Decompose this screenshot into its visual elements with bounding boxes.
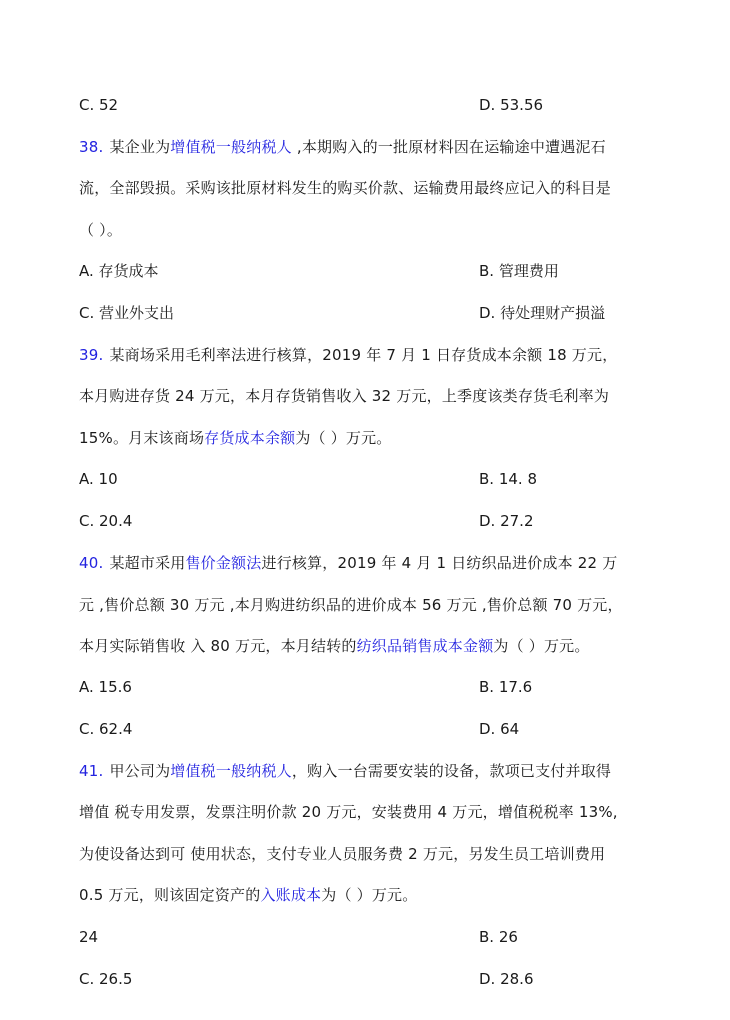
q39-line-1 — [79, 344, 617, 366]
q40-option-c: C. 62.4 — [79, 720, 133, 738]
q41-option-d: D. 28.6 — [479, 970, 534, 988]
q38-link-vat-taxpayer[interactable]: 增值税一般纳税人 — [170, 138, 292, 156]
q40-text: 为（ ）万元。 — [493, 637, 590, 655]
q38-text: 某企业为 — [109, 138, 171, 156]
q39-option-b: B. 14. 8 — [479, 470, 537, 488]
q41-line-4 — [79, 884, 417, 906]
q39-option-d: D. 27.2 — [479, 512, 534, 530]
q39-text: 15%。月末该商场 — [79, 429, 205, 447]
q40-link-textile-cost-of-sales[interactable]: 纺织品销售成本金额 — [356, 637, 494, 655]
q39-option-c: C. 20.4 — [79, 512, 133, 530]
q41-options-row-2 — [79, 968, 639, 990]
q40-option-b: B. 17.6 — [479, 678, 533, 696]
q40-option-d: D. 64 — [479, 720, 520, 738]
q41-line-3: 为使设备达到可 使用状态，支付专业人员服务费 2 万元，另发生员工培训费用 — [79, 845, 606, 863]
q40-options-row-1 — [79, 676, 639, 698]
q41-options-row-1 — [79, 926, 639, 948]
q41-number: 41. — [79, 762, 104, 780]
q39-option-a: A. 10 — [79, 470, 118, 488]
q39-text: 为（ ）万元。 — [295, 429, 392, 447]
q40-line-1 — [79, 552, 617, 574]
q40-text: 进行核算，2019 年 4 月 1 日纺织品进价成本 22 万 — [261, 554, 618, 572]
q39-number: 39. — [79, 346, 104, 364]
q41-option-a: 24 — [79, 928, 99, 946]
q38-options-row-1 — [79, 260, 639, 282]
q41-text: 0.5 万元，则该固定资产的 — [79, 886, 261, 904]
q38-line-3: （ ）。 — [79, 221, 123, 239]
q39-line-3 — [79, 427, 392, 449]
q40-text: 某超市采用 — [109, 554, 186, 572]
q41-text: 甲公司为 — [109, 762, 171, 780]
q41-option-c: C. 26.5 — [79, 970, 133, 988]
q38-number: 38. — [79, 138, 104, 156]
q40-options-row-2 — [79, 718, 639, 740]
q40-line-2: 元 ,售价总额 30 万元 ,本月购进纺织品的进价成本 56 万元 ,售价总额 70 万元， — [79, 596, 623, 614]
q40-line-3 — [79, 635, 590, 657]
q37-option-d: D. 53.56 — [479, 96, 544, 114]
q41-text: ，购入一台需要安装的设备，款项已支付并取得 — [291, 762, 612, 780]
q41-text: 为（ ）万元。 — [321, 886, 418, 904]
q38-line-1 — [79, 136, 606, 158]
q39-line-2: 本月购进存货 24 万元，本月存货销售收入 32 万元，上季度该类存货毛利率为 — [79, 387, 610, 405]
q41-link-vat-taxpayer[interactable]: 增值税一般纳税人 — [170, 762, 292, 780]
q40-option-a: A. 15.6 — [79, 678, 132, 696]
q39-options-row-2 — [79, 510, 639, 532]
q39-options-row-1 — [79, 468, 639, 490]
q37-options-row-1 — [79, 94, 639, 116]
q38-option-d: D. 待处理财产损溢 — [479, 304, 606, 322]
q38-options-row-2 — [79, 302, 639, 324]
q41-line-1 — [79, 760, 611, 782]
q41-line-2: 增值 税专用发票，发票注明价款 20 万元，安装费用 4 万元，增值税税率 13%, — [79, 803, 618, 821]
q38-option-c: C. 营业外支出 — [79, 304, 175, 322]
q39-link-inventory-cost-balance[interactable]: 存货成本余额 — [204, 429, 296, 447]
q37-option-c: C. 52 — [79, 96, 119, 114]
q38-text: ,本期购入的一批原材料因在运输途中遭遇泥石 — [291, 138, 606, 156]
q40-number: 40. — [79, 554, 104, 572]
q38-line-2: 流，全部毁损。采购该批原材料发生的购买价款、运输费用最终应记入的科目是 — [79, 179, 612, 197]
q38-option-b: B. 管理费用 — [479, 262, 559, 280]
q40-text: 本月实际销售收 入 80 万元，本月结转的 — [79, 637, 357, 655]
q40-link-retail-price-method[interactable]: 售价金额法 — [185, 554, 262, 572]
q38-option-a: A. 存货成本 — [79, 262, 159, 280]
q39-text: 某商场采用毛利率法进行核算，2019 年 7 月 1 日存货成本余额 18 万元， — [109, 346, 618, 364]
q41-option-b: B. 26 — [479, 928, 518, 946]
q41-link-book-cost[interactable]: 入账成本 — [260, 886, 322, 904]
